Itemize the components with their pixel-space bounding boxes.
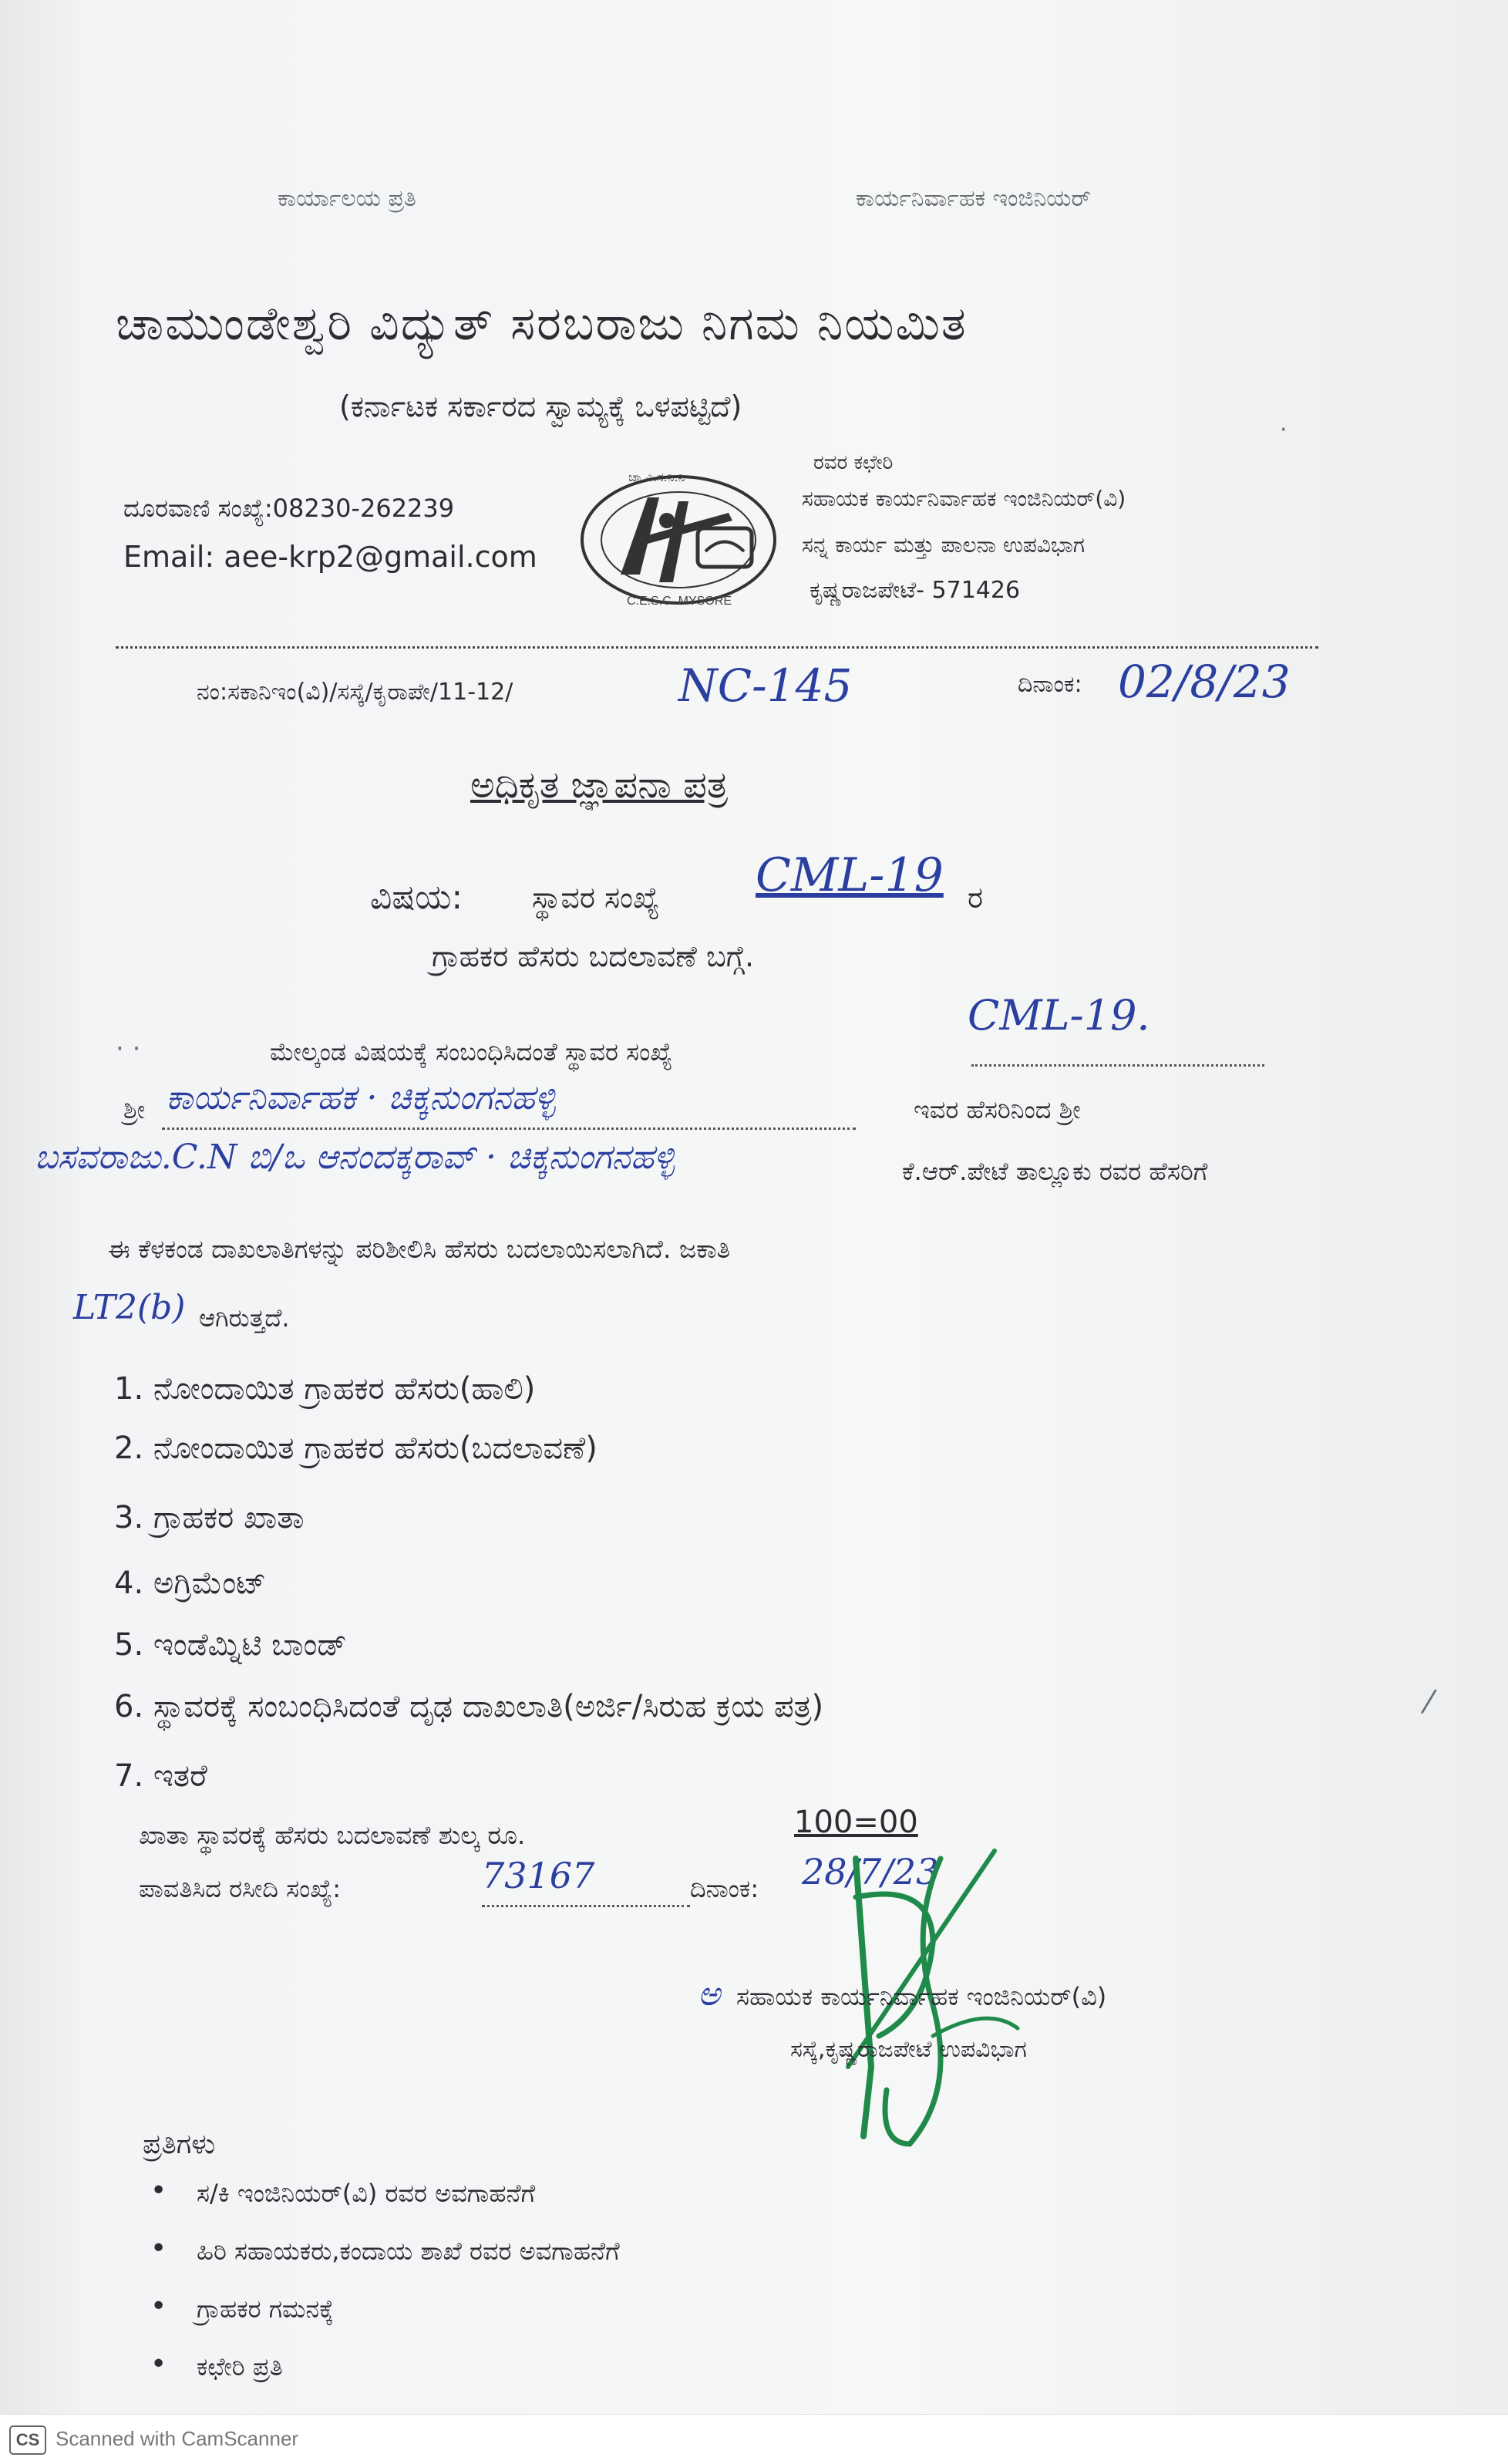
copies-title: ಪ್ರತಿಗಳು [143,2129,216,2160]
logo-bottom-text: C.E.S.C. MYSORE [627,595,732,608]
shri-label-1: ಶ್ರೀ [123,1095,146,1124]
signatory-designation: ಸಹಾಯಕ ಕಾರ್ಯನಿರ್ವಾಹಕ ಇಂಜಿನಿಯರ್(ವಿ) [736,1982,1107,2011]
fee-label: ಖಾತಾ ಸ್ಥಾವರಕ್ಕೆ ಹೆಸರು ಬದಲಾವಣೆ ಶುಲ್ಕ ರೂ. [139,1820,526,1850]
fee-value: 100=00 [794,1805,918,1840]
document-item-7: 7. ಇತರೆ [114,1758,207,1794]
margin-mark-2: · [1280,416,1288,443]
document-item-2: 2. ನೋಂದಾಯಿತ ಗ್ರಾಹಕರ ಹೆಸರು(ಬದಲಾವಣೆ) [114,1431,597,1466]
subject-suffix: ರ [968,881,984,915]
reference-number-label: ನಂ:ಸಕಾನಿಇಂ(ವಿ)/ಸಸ್ಕೆ/ಕೃರಾಪೇ/11-12/ [197,679,513,706]
paragraph-line-1: ಮೇಲ್ಕಂಡ ವಿಷಯಕ್ಕೆ ಸಂಬಂಧಿಸಿದಂತೆ ಸ್ಥಾವರ ಸಂಖ್ಯೆ [270,1037,673,1067]
receipt-date-label: ದಿನಾಂಕ: [690,1874,759,1903]
receipt-number: 73167 [482,1855,595,1896]
copy-bullet-1: • [150,2175,167,2206]
camscanner-logo: CS [9,2425,46,2455]
paragraph-line-2: ಇವರ ಹೆಸರಿನಿಂದ ಶ್ರೀ [914,1095,1081,1124]
copy-item-4: ಕಛೇರಿ ಪ್ರತಿ [197,2352,283,2381]
document-item-1: 1. ನೋಂದಾಯಿತ ಗ್ರಾಹಕರ ಹೆಸರು(ಹಾಲಿ) [114,1371,536,1407]
signature-initial-mark: ಅ [698,1974,720,2014]
tariff-value: LT2(b) [73,1288,186,1327]
service-number-blank [971,1064,1264,1067]
document-item-5: 5. ಇಂಡೆಮ್ನಿಟಿ ಬಾಂಡ್ [114,1627,347,1663]
paragraph-line-4: ಈ ಕೆಳಕಂಡ ದಾಖಲಾತಿಗಳನ್ನು ಪರಿಶೀಲಿಸಿ ಹೆಸರು ಬದಲಾಯಿಸಲಾಗಿದೆ. ಜಕಾತಿ [108,1234,731,1264]
paragraph-dots: · · [116,1033,141,1064]
receipt-number-blank [482,1905,690,1907]
top-faint-text-right: ಕಾರ್ಯನಿರ್ವಾಹಕ ಇಂಜಿನಿಯರ್ [856,185,1092,212]
org-subtitle: (ಕರ್ನಾಟಕ ಸರ್ಕಾರದ ಸ್ವಾಮ್ಯಕ್ಕೆ ಒಳಪಟ್ಟಿದೆ) [339,389,742,423]
copy-item-2: ಹಿರಿ ಸಹಾಯಕರು,ಕಂದಾಯ ಶಾಖೆ ರವರ ಅವಗಾಹನೆಗೆ [197,2236,620,2266]
paragraph-line-5: ಆಗಿರುತ್ತದೆ. [199,1303,290,1333]
subject-text: ಸ್ಥಾವರ ಸಂಖ್ಯೆ [532,881,660,915]
reference-number-value: NC-145 [678,659,853,712]
date-value: 02/8/23 [1118,656,1291,708]
document-item-6: 6. ಸ್ಥಾವರಕ್ಕೆ ಸಂಬಂಧಿಸಿದಂತೆ ದೃಢ ದಾಖಲಾತಿ(ಅರ್ಜಿ/ಸಿರುಹ ಕ್ರಯ ಪತ್ರ) [114,1689,824,1724]
letterhead-separator [116,646,1318,649]
phone-number: ದೂರವಾಣಿ ಸಂಖ್ಯೆ:08230-262239 [123,494,455,523]
date-label: ದಿನಾಂಕ: [1018,671,1082,698]
new-consumer-name: ಬಸವರಾಜು.C.N ಬಿ/ಒ ಆನಂದಕ್ಕರಾವ್ · ಚಿಕ್ಕನುಂಗನಹಳ್ಳಿ [35,1138,675,1177]
paragraph-line-3: ಕೆ.ಆರ್.ಪೇಟೆ ತಾಲ್ಲೂಕು ರವರ ಹೆಸರಿಗೆ [902,1157,1208,1186]
logo-top-text: ಚಾ.ವಿ.ಸ.ನಿ.ನಿ [628,470,685,484]
document-item-4: 4. ಅಗ್ರಿಮೆಂಟ್ [114,1566,267,1601]
memo-title: ಅಧಿಕೃತ ಜ್ಞಾಪನಾ ಪತ್ರ [470,763,729,807]
subject-line-2: ಗ್ರಾಹಕರ ಹೆಸರು ಬದಲಾವಣೆ ಬಗ್ಗೆ. [432,939,755,973]
subject-service-number: CML-19 [756,848,944,902]
receipt-date-value: 28/7/23 [802,1851,939,1893]
top-faint-text-left: ಕಾರ್ಯಾಲಯ ಪ್ರತಿ [278,185,416,212]
copy-item-1: ಸ/ಕಿ ಇಂಜಿನಿಯರ್(ವಿ) ರವರ ಅವಗಾಹನೆಗೆ [197,2179,536,2208]
camscanner-caption: Scanned with CamScanner [56,2427,299,2450]
margin-mark: ⁄ [1426,1685,1432,1721]
paragraph-service-number: CML-19. [968,991,1150,1040]
copy-bullet-4: • [150,2348,167,2380]
cesc-logo [574,467,783,613]
subject-label: ವಿಷಯ: [370,878,463,917]
office-line-3: ಸನ್ನ ಕಾರ್ಯ ಮತ್ತು ಪಾಲನಾ ಉಪವಿಭಾಗ [802,532,1086,558]
receipt-label: ಪಾವತಿಸಿದ ರಸೀದಿ ಸಂಖ್ಯೆ: [139,1874,342,1903]
email-address: Email: aee-krp2@gmail.com [123,540,537,574]
copy-bullet-2: • [150,2233,167,2264]
previous-name-blank [162,1128,856,1130]
office-line-1: ರವರ ಕಛೇರಿ [813,451,894,474]
copy-bullet-3: • [150,2290,167,2322]
office-line-2: ಸಹಾಯಕ ಕಾರ್ಯನಿರ್ವಾಹಕ ಇಂಜಿನಿಯರ್(ವಿ) [802,486,1126,511]
previous-consumer-name: ಕಾರ್ಯನಿರ್ವಾಹಕ · ಚಿಕ್ಕನುಂಗನಹಳ್ಳಿ [166,1078,556,1117]
copy-item-3: ಗ್ರಾಹಕರ ಗಮನಕ್ಕೆ [197,2294,334,2324]
scanner-footer [0,2414,1508,2464]
org-name-heading: ಚಾಮುಂಡೇಶ್ವರಿ ವಿದ್ಯುತ್ ಸರಬರಾಜು ನಿಗಮ ನಿಯಮಿತ [116,297,968,351]
signatory-office: ಸಸ್ಕೆ,ಕೃಷ್ಣರಾಜಪೇಟೆ ಉಪವಿಭಾಗ [790,2036,1027,2063]
office-line-4: ಕೃಷ್ಣರಾಜಪೇಟೆ- 571426 [810,577,1021,604]
document-item-3: 3. ಗ್ರಾಹಕರ ಖಾತಾ [114,1500,305,1535]
